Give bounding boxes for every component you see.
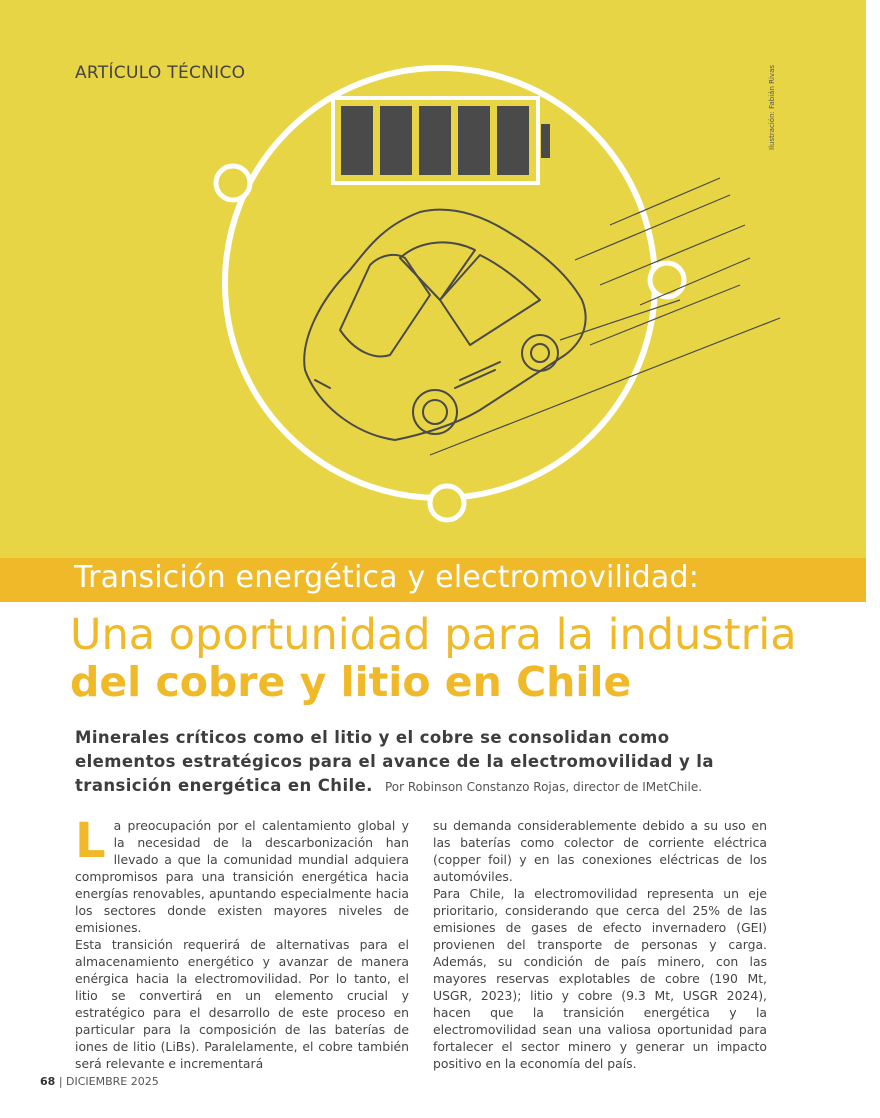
battery-icon	[333, 98, 550, 183]
title-line-1: Una oportunidad para la industria	[70, 610, 797, 660]
ring-node-bottom	[430, 486, 464, 520]
subtitle-banner	[0, 558, 866, 602]
title-line-2: del cobre y litio en Chile	[70, 658, 632, 706]
footer-separator: |	[58, 1075, 63, 1088]
hero-svg	[0, 0, 866, 560]
drop-cap: L	[75, 813, 106, 869]
car-illustration	[304, 210, 585, 440]
paragraph: Para Chile, la electromovilidad representa un eje prioritario, considerando que cerca del 25% de las emisiones de gases de efecto invernadero (GEI) provienen del transporte de personas y carga. Además, su condición de país minero, con las mayores reservas explotables de cobre (190 Mt, USGR, 2023); litio y cobre (9.3 Mt, USGR 2024), hacen que la transición energética y la electromovilidad sean una valiosa oportunidad para fortalecer el sector minero y generar un impacto positivo en la economía del país.	[433, 886, 767, 1071]
paragraph: a preocupación por el calentamiento global y la necesidad de la descarbonización han llevado a que la comunidad mundial adquiera compromisos para una transición energética hacia energías renovables, apuntando especialmente hacia los sectores donde existen mayores niveles de emisiones.	[75, 818, 409, 935]
byline: Por Robinson Constanzo Rojas, director de IMetChile.	[384, 780, 703, 794]
page-footer	[40, 1075, 159, 1088]
paragraph: Esta transición requerirá de alternativas para el almacenamiento energético y avanzar de manera enérgica hacia la electromovilidad. Por lo tanto, el litio se convertirá en un elemento crucial y estratégico para el desarrollo de este proceso en particular para la composición de las baterías de iones de litio (LiBs). Paralelamente, el cobre también será relevante e incrementará	[75, 937, 409, 1071]
page-number: 68	[40, 1075, 56, 1088]
section-label: ARTÍCULO TÉCNICO	[75, 63, 246, 83]
ring-node-right	[650, 263, 684, 297]
column-left	[75, 813, 409, 1072]
illustration-credit: Ilustración: Fabián Rivas	[768, 64, 776, 150]
column-right	[433, 817, 767, 1072]
ring-node-left	[216, 166, 250, 200]
lead-text: Minerales críticos como el litio y el cobre se consolidan como elementos estratégicos para el avance de la electromovilidad y la transición energética en Chile.	[75, 728, 714, 795]
lead-paragraph	[75, 726, 775, 799]
hero-illustration	[0, 0, 866, 560]
issue-date: DICIEMBRE 2025	[66, 1075, 159, 1088]
paragraph: su demanda considerablemente debido a su uso en las baterías como colector de corriente eléctrica (copper foil) y en las conexiones eléctricas de los automóviles.	[433, 818, 767, 884]
banner-subtitle: Transición energética y electromovilidad:	[74, 560, 700, 595]
